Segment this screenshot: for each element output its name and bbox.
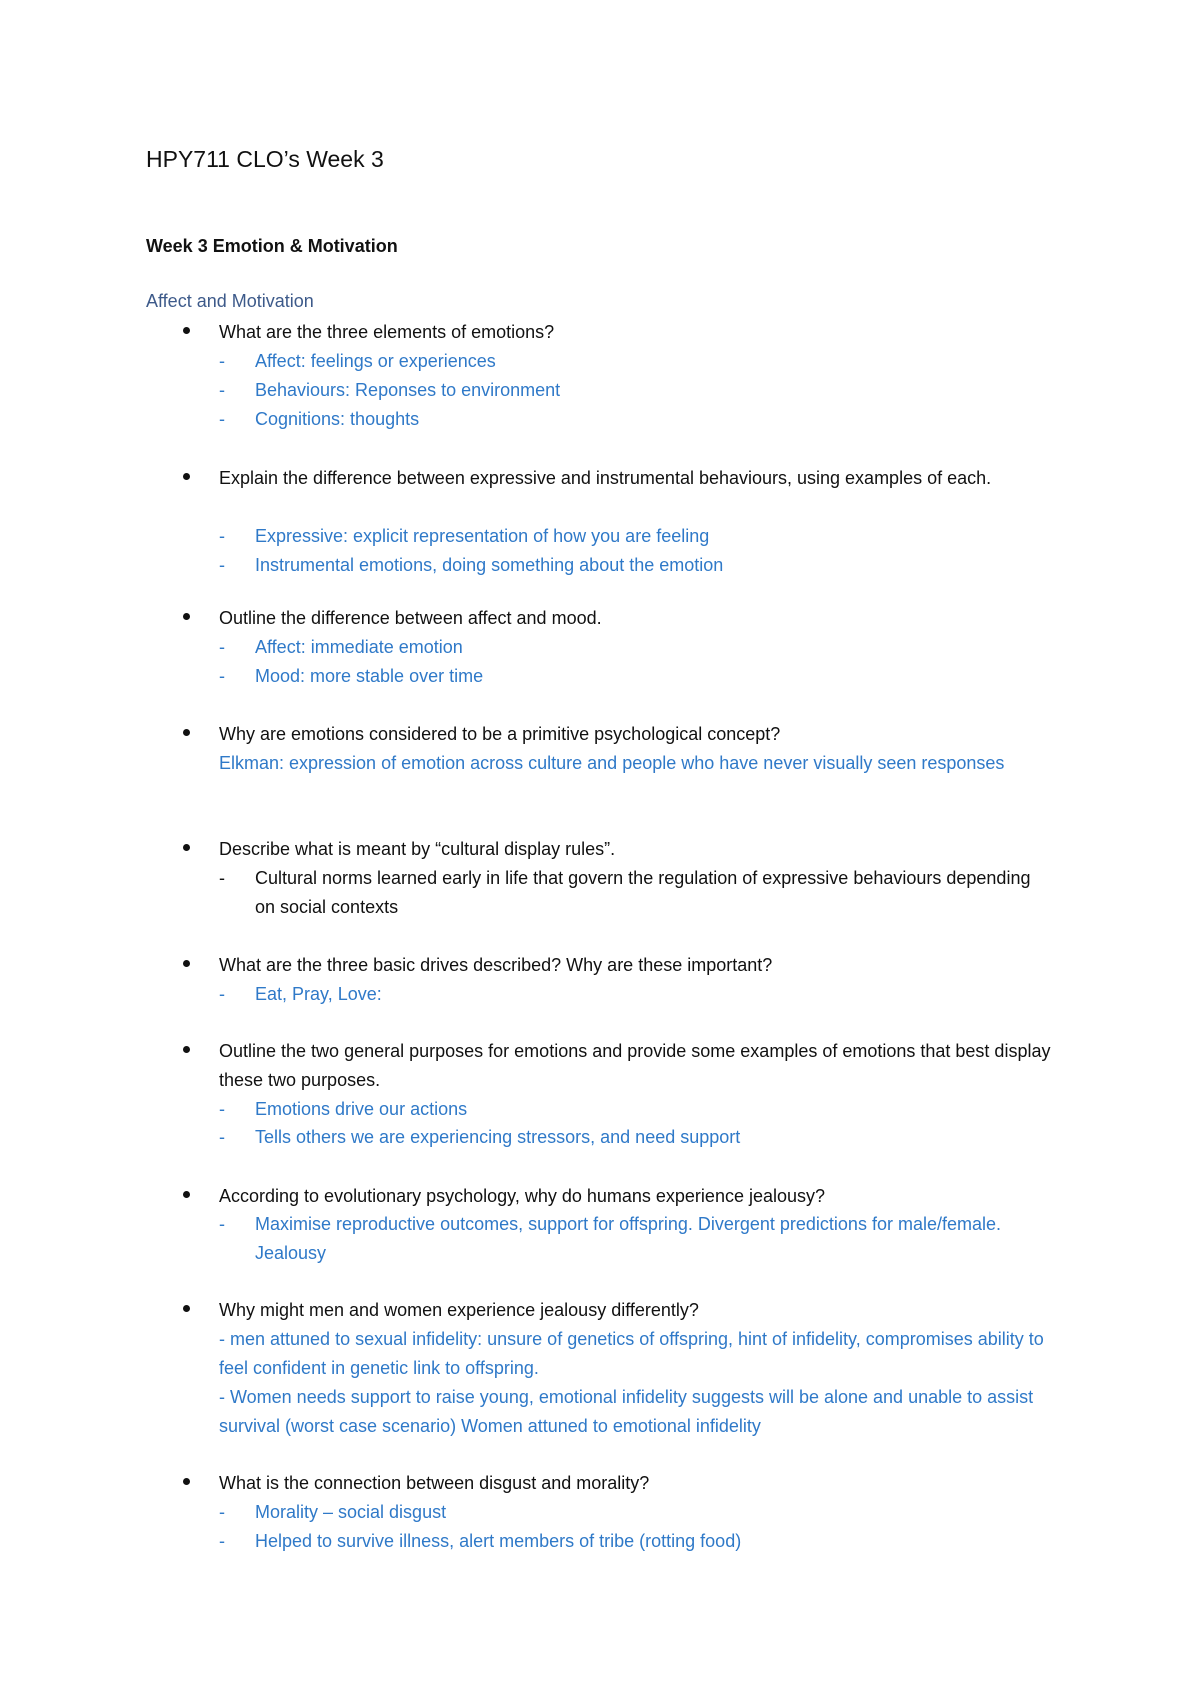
dash-icon: - [219,1502,225,1522]
answer-text: Mood: more stable over time [255,666,484,686]
dash-icon: - [219,984,225,1004]
answer-text: Eat, Pray, Love: [255,984,382,1004]
question-text: Outline the two general purposes for emotions and provide some examples of emotions that best display these two purposes. [219,1041,1051,1090]
bullet-icon [183,1191,190,1198]
document-title: HPY711 CLO’s Week 3 [146,146,384,172]
answer-note: Elkman: expression of emotion across culture and people who have never visually seen responses [219,753,1005,773]
bullet-icon [183,844,190,851]
answer-text: Affect: immediate emotion [255,637,463,657]
section-heading: Week 3 Emotion & Motivation [146,236,398,256]
dash-icon: - [219,868,225,888]
bullet-icon [183,473,190,480]
answer-text: Tells others we are experiencing stressors, and need support [255,1127,741,1147]
answer-note: - men attuned to sexual infidelity: unsure of genetics of offspring, hint of infidelity, compromises ability to feel confident in genetic link to offspring. [219,1329,1044,1378]
answer-text: Behaviours: Reponses to environment [255,380,561,400]
question-text: Why might men and women experience jealousy differently? [219,1300,699,1320]
question-text: Why are emotions considered to be a primitive psychological concept? [219,724,781,744]
answer-text: Morality – social disgust [255,1502,447,1522]
answer-text: Expressive: explicit representation of how you are feeling [255,526,710,546]
question-text: What is the connection between disgust and morality? [219,1473,650,1493]
bullet-icon [183,960,190,967]
bullet-icon [183,729,190,736]
dash-icon: - [219,1531,225,1551]
dash-icon: - [219,351,225,371]
answer-text: Cognitions: thoughts [255,409,420,429]
answer-text: Instrumental emotions, doing something about the emotion [255,555,724,575]
question-text: According to evolutionary psychology, why do humans experience jealousy? [219,1186,826,1206]
bullet-icon [183,613,190,620]
answer-text: Affect: feelings or experiences [255,351,496,371]
dash-icon: - [219,380,225,400]
dash-icon: - [219,526,225,546]
answer-text: Maximise reproductive outcomes, support for offspring. Divergent predictions for male/female. Jealousy [255,1214,1001,1263]
bullet-icon [183,1046,190,1053]
bullet-icon [183,1305,190,1312]
bullet-icon [183,327,190,334]
answer-text: Helped to survive illness, alert members of tribe (rotting food) [255,1531,742,1551]
dash-icon: - [219,637,225,657]
answer-text: Emotions drive our actions [255,1099,468,1119]
answer-note: - Women needs support to raise young, emotional infidelity suggests will be alone and unable to assist survival (worst case scenario) Women attuned to emotional infidelity [219,1387,1034,1436]
dash-icon: - [219,409,225,429]
bullet-icon [183,1478,190,1485]
answer-text: Cultural norms learned early in life that govern the regulation of expressive behaviours depending on social contexts [255,868,1031,917]
dash-icon: - [219,1127,225,1147]
subsection-heading: Affect and Motivation [146,291,314,311]
dash-icon: - [219,666,225,686]
question-text: What are the three elements of emotions? [219,322,555,342]
dash-icon: - [219,555,225,575]
question-text: Explain the difference between expressive and instrumental behaviours, using examples of each. [219,468,992,488]
question-text: Describe what is meant by “cultural display rules”. [219,839,616,859]
question-text: Outline the difference between affect and mood. [219,608,602,628]
question-text: What are the three basic drives described? Why are these important? [219,955,773,975]
dash-icon: - [219,1214,225,1234]
dash-icon: - [219,1099,225,1119]
